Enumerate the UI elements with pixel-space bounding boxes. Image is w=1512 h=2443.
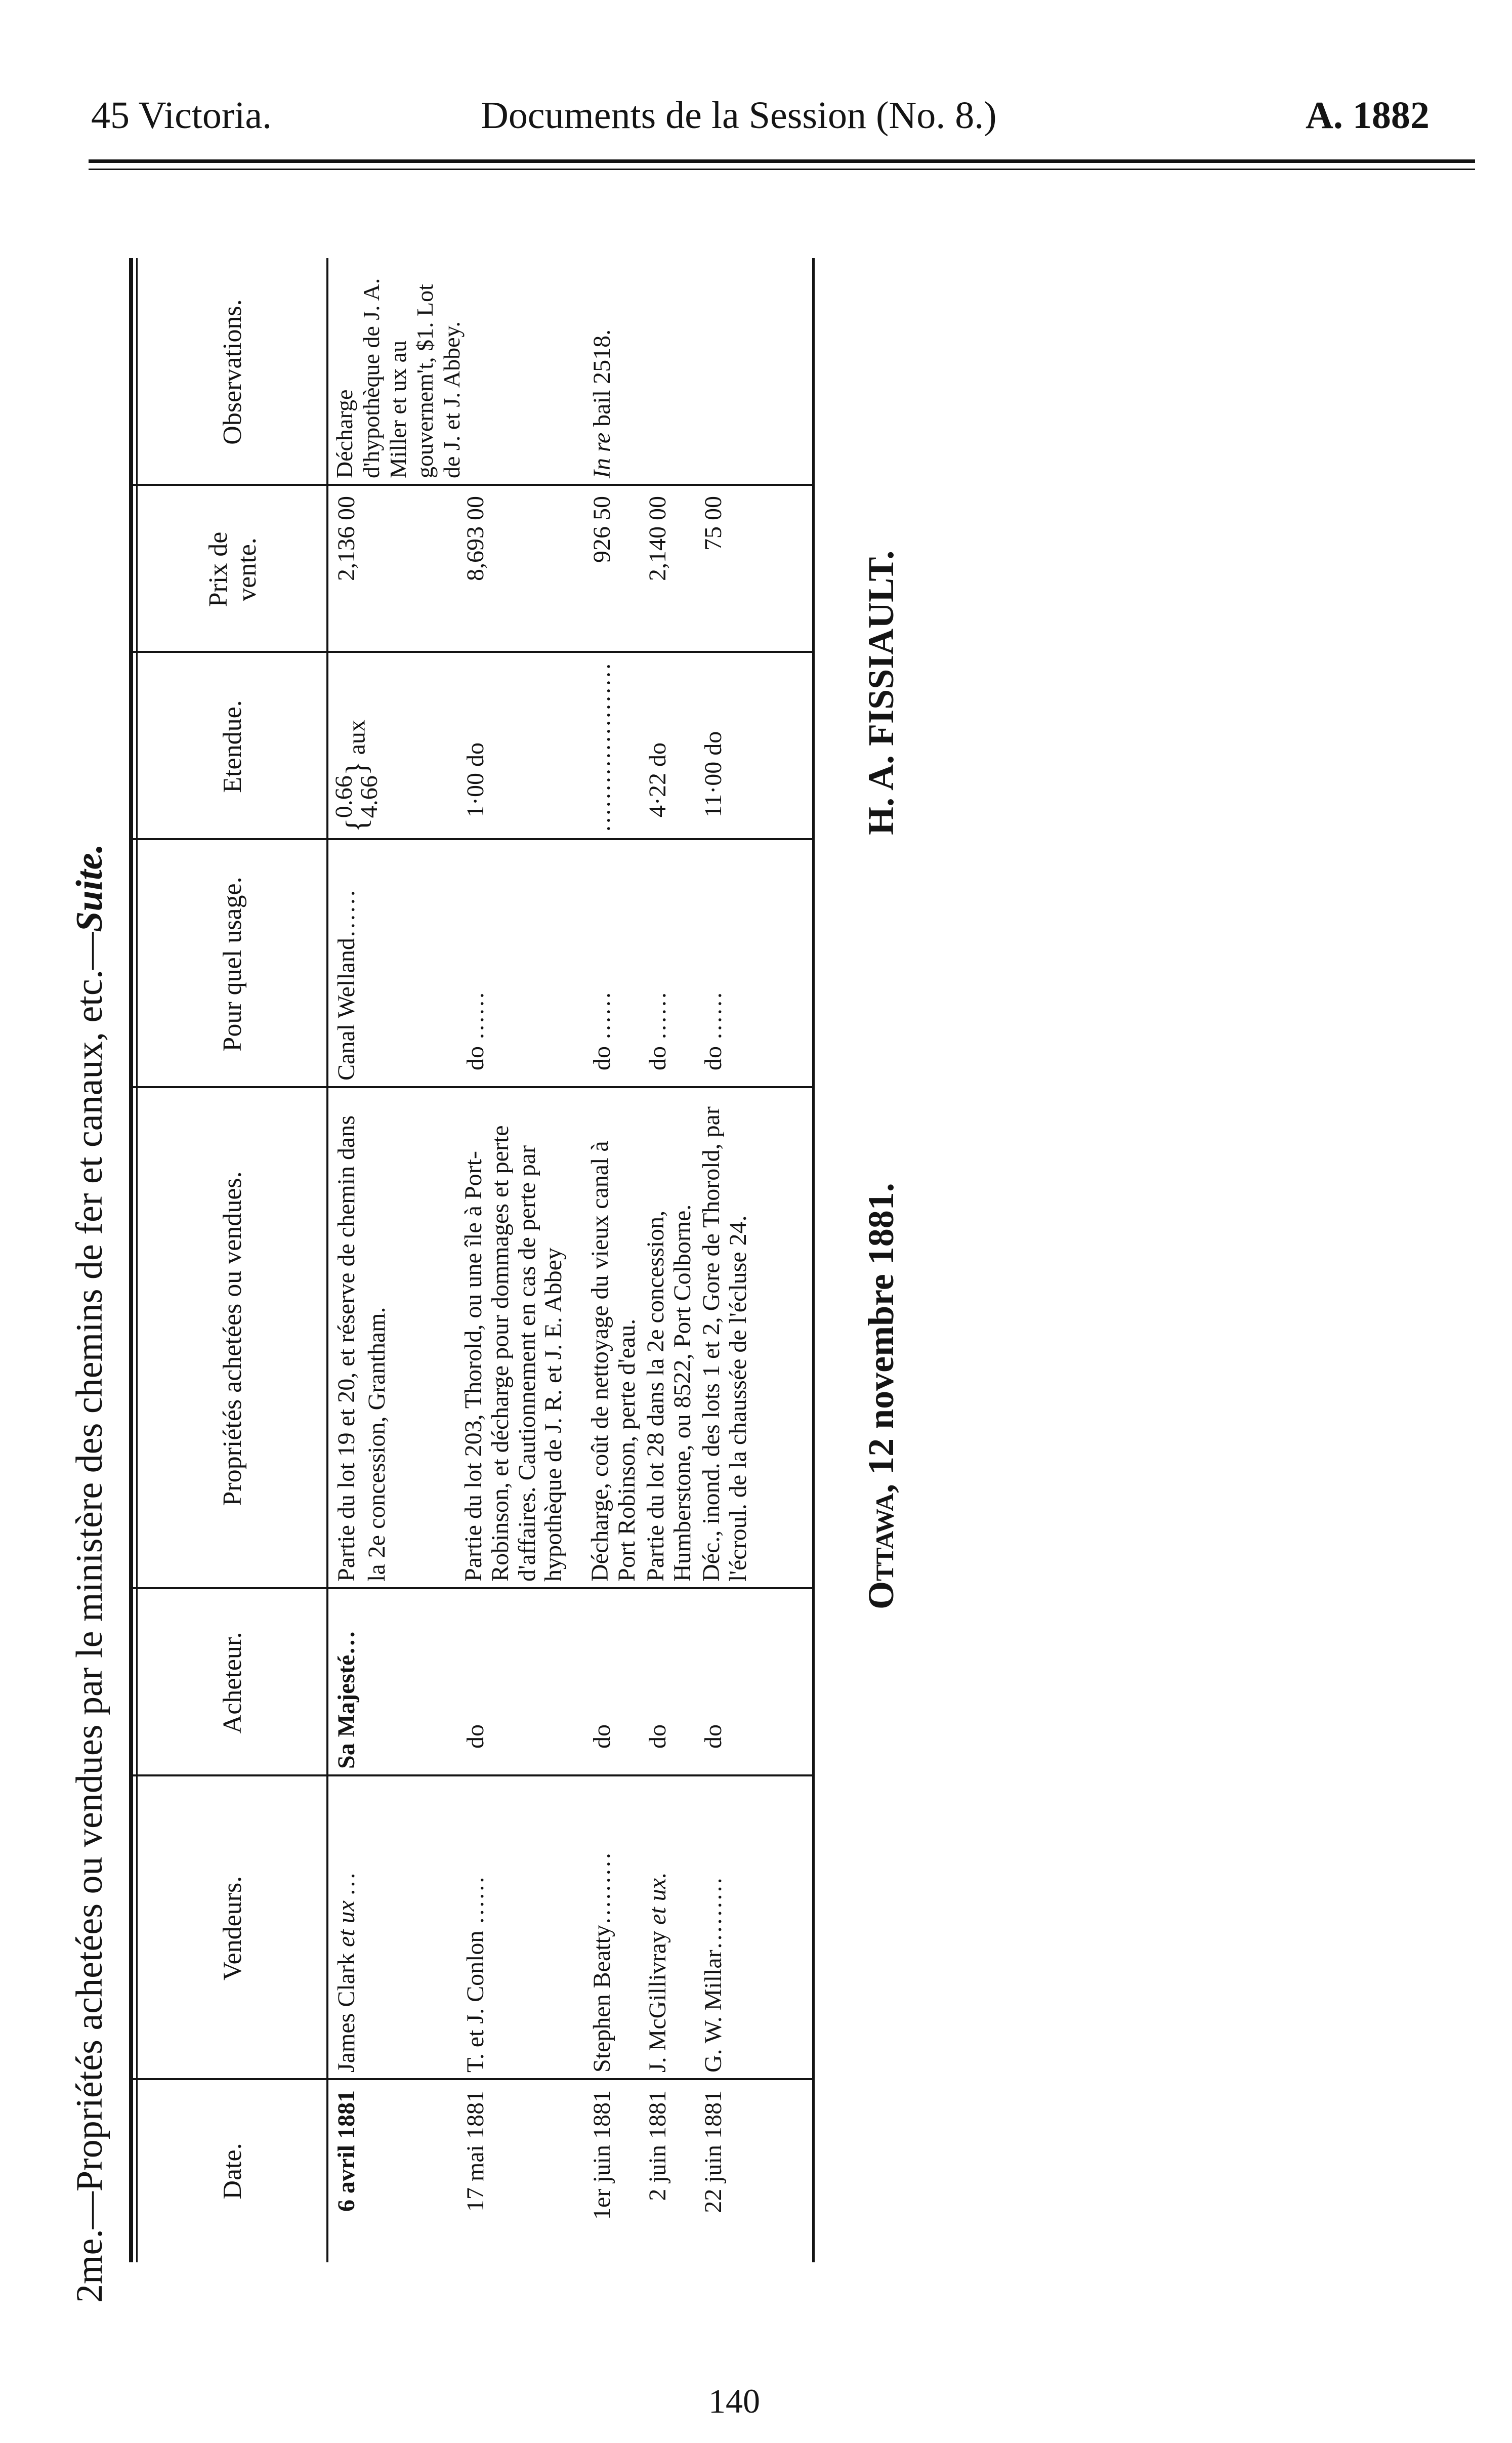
row4-vendor [643,1784,673,2073]
row3-vendor: Stephen Beatty……… [589,1852,615,2073]
row1-vendor-suffix: et ux … [333,1873,360,1948]
row5-vendor: G. W. Millar……… [700,1877,727,2073]
row4-property: Partie du lot 28 dans la 2e concession, Humberstone, ou 8522, Port Colborne. [642,1204,696,1582]
row1-vendor [331,1784,362,2073]
row3-extent: ………………… [589,662,615,833]
header-rule-thick [89,159,1475,163]
row2-vendor: T. et J. Conlon …… [462,1876,489,2073]
signing-date: , 12 novembre 1881. [861,1183,901,1493]
signature: H. A. FISSIAULT. [861,550,901,835]
column-header-buyer: Acheteur. [218,1632,247,1734]
row3-buyer: do [589,1724,615,1749]
table-title-continued: Suite. [69,844,110,932]
header-session-volume: 45 Victoria. [91,94,272,137]
table-title [71,228,108,2303]
place-and-date [860,1183,902,1609]
city: Ottawa [861,1493,901,1609]
row2-extent: 1·00 do [462,742,489,817]
row2-date: 17 mai 1881 [462,2090,489,2212]
header-rule-thin [89,169,1475,170]
table-top-rule [129,258,133,2262]
page-number: 140 [708,2382,760,2420]
row5-date: 22 juin 1881 [700,2090,727,2213]
row4-date: 2 juin 1881 [644,2090,671,2201]
row3-observations-prefix: In re [589,432,615,478]
column-header-property: Propriétés achetées ou vendues. [218,1171,247,1506]
row3-property: Décharge, coût de nettoyage du vieux canal à Port Robinson, perte d'eau. [586,1141,640,1582]
row1-price: 2,136 00 [333,496,360,581]
row4-vendor-name: J. McGillivray [644,1931,671,2073]
row1-usage: Canal Welland…… [333,889,360,1081]
row3-date: 1er juin 1881 [589,2090,615,2220]
row2-property: Partie du lot 203, Thorold, ou une île à Port-Robinson, et décharge pour dommages et perte d'affaires. Cautionnement en cas de perte par hypothèque de J. R. et J. E. Abbey [460,1125,567,1582]
row2-usage: do …… [462,991,489,1070]
column-header-vendor: Vendeurs. [218,1876,247,1981]
row1-extent-unit: aux [343,720,370,755]
row3-observations-text: bail 2518. [589,329,615,427]
column-header-extent: Etendue. [218,700,247,793]
row1-extent: {0.66 4.66} aux [330,720,383,833]
row5-price: 75 00 [700,496,727,551]
column-header-observations: Observations. [218,299,247,445]
row3-usage: do …… [589,991,615,1070]
row5-extent: 11·00 do [700,731,727,817]
column-header-price: Prix de vente. [203,531,262,607]
header-document-title: Documents de la Session (No. 8.) [481,94,997,137]
row1-vendor-name: James Clark [333,1953,360,2073]
row1-buyer: Sa Majesté… [333,1630,360,1769]
rotated-table-page [0,202,1417,2379]
row1-property: Partie du lot 19 et 20, et réserve de chemin dans la 2e concession, Grantham. [333,1115,390,1582]
table-bottom-rule [812,258,815,2262]
row4-buyer: do [644,1724,671,1749]
row4-usage: do …… [644,991,671,1070]
row5-buyer: do [700,1724,727,1749]
header-year: A. 1882 [1306,94,1430,137]
table-top-rule-thin [136,258,138,2262]
row2-buyer: do [462,1724,489,1749]
row4-price: 2,140 00 [644,496,671,581]
row5-usage: do …… [700,991,727,1070]
sales-table [129,258,817,2262]
row4-vendor-suffix: et ux. [644,1872,671,1925]
row4-extent: 4·22 do [644,742,671,817]
row1-date: 6 avril 1881 [333,2090,360,2212]
table-header-rule [326,258,328,2262]
row2-price: 8,693 00 [462,496,489,581]
row1-observations: Décharge d'hypothèque de J. A. Miller et ux au gouvernem't, $1. Lot de J. et J. Abbey. [331,278,465,478]
row1-extent-b: 4.66 [356,775,383,818]
table-title-main: 2me.—Propriétés achetées ou vendues par le ministère des chemins de fer et canaux, etc.— [69,932,110,2303]
row5-property: Déc., inond. des lots 1 et 2, Gore de Thorold, par l'écroul. de la chaussée de l'écluse 24. [698,1106,751,1582]
column-header-date: Date. [218,2143,247,2200]
column-header-usage: Pour quel usage. [218,877,247,1052]
row1-extent-a: 0.66 [330,775,357,818]
row3-observations [587,261,617,478]
row3-price: 926 50 [589,496,615,563]
